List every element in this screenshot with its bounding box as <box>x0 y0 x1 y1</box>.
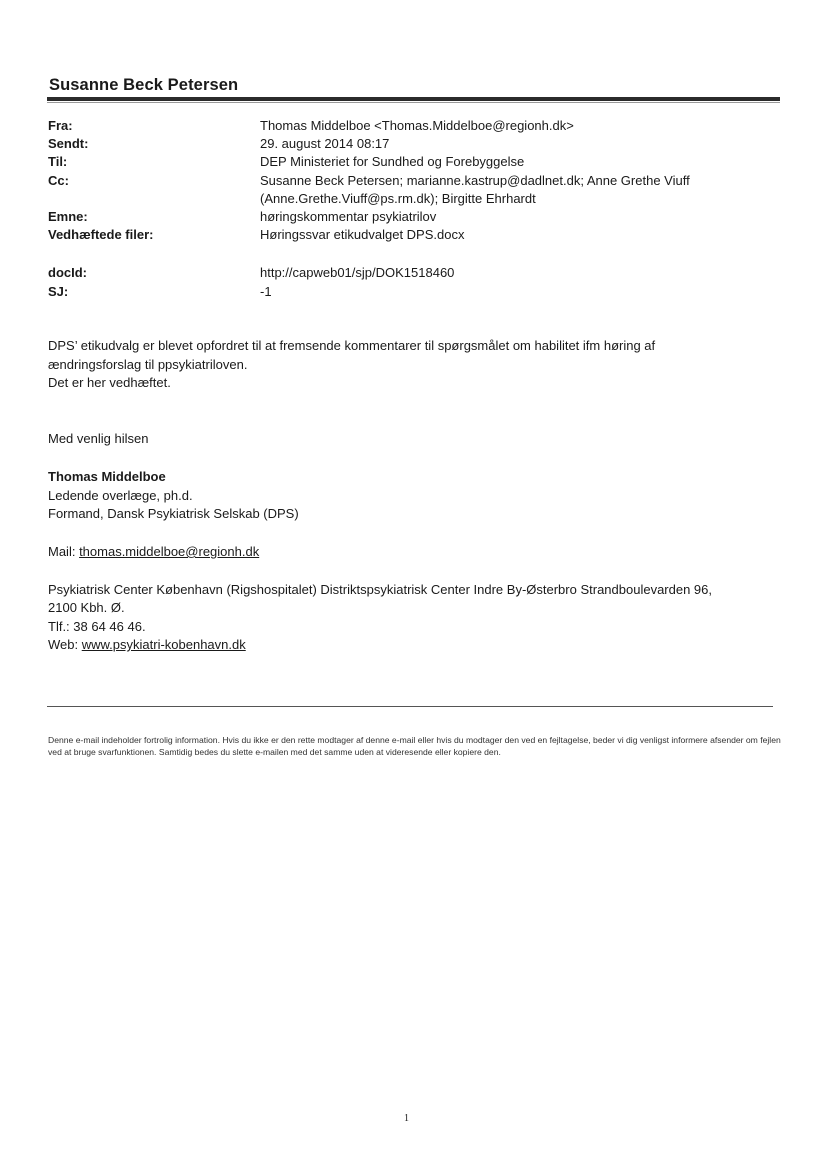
confidentiality-disclaimer: Denne e-mail indeholder fortrolig information. Hvis du ikke er den rette modtager af denne e-mail eller hvis du modtager den ved en fejltagelse, beder vi dig venligst informere afsender om fejlen ved at bruge svarfunktionen. Samtidig bedes du slette e-mailen med det samme uden at videresende eller kopiere den. <box>48 735 781 757</box>
attachments-value: Høringssvar etikudvalget DPS.docx <box>260 227 465 242</box>
mail-link[interactable]: thomas.middelboe@regionh.dk <box>79 544 260 559</box>
from-label: Fra: <box>48 118 73 133</box>
header-divider <box>47 97 780 101</box>
page-number: 1 <box>404 1113 409 1124</box>
to-value: DEP Ministeriet for Sundhed og Forebyggelse <box>260 154 525 169</box>
body-paragraph-line3: Det er her vedhæftet. <box>48 375 171 390</box>
document-owner-name: Susanne Beck Petersen <box>49 76 239 94</box>
attachments-label: Vedhæftede filer: <box>48 227 154 242</box>
body-paragraph-line1: DPS’ etikudvalg er blevet opfordret til at fremsende kommentarer til spørgsmålet om habilitet ifm høring af <box>48 338 656 353</box>
sent-label: Sendt: <box>48 136 89 151</box>
cc-value-line2: (Anne.Grethe.Viuff@ps.rm.dk); Birgitte Ehrhardt <box>260 191 536 206</box>
sj-value: -1 <box>260 284 272 299</box>
cc-label: Cc: <box>48 173 69 188</box>
body-paragraph-line2: ændringsforslag til ppsykiatriloven. <box>48 357 248 372</box>
to-label: Til: <box>48 154 68 169</box>
docid-value: http://capweb01/sjp/DOK1518460 <box>260 265 455 280</box>
signature-mail-line <box>48 543 259 562</box>
web-link[interactable]: www.psykiatri-kobenhavn.dk <box>81 637 246 652</box>
subject-label: Emne: <box>48 209 88 224</box>
signature-web-line <box>48 636 246 655</box>
signature-name: Thomas Middelboe <box>48 469 166 484</box>
greeting: Med venlig hilsen <box>48 431 149 446</box>
signature-title: Ledende overlæge, ph.d. <box>48 488 193 503</box>
cc-value-line1: Susanne Beck Petersen; marianne.kastrup@dadlnet.dk; Anne Grethe Viuff <box>260 173 690 188</box>
signature-address-line1: Psykiatrisk Center København (Rigshospitalet) Distriktspsykiatrisk Center Indre By-Østerbro Strandboulevarden 96, <box>48 582 712 597</box>
docid-label: docId: <box>48 265 87 280</box>
mail-label: Mail: <box>48 544 80 559</box>
from-value: Thomas Middelboe <Thomas.Middelboe@regionh.dk> <box>260 118 574 133</box>
subject-value: høringskommentar psykiatrilov <box>260 209 437 224</box>
signature-role: Formand, Dansk Psykiatrisk Selskab (DPS) <box>48 506 299 521</box>
signature-phone: Tlf.: 38 64 46 46. <box>48 619 146 634</box>
signature-address-line2: 2100 Kbh. Ø. <box>48 600 125 615</box>
web-label: Web: <box>48 637 82 652</box>
sent-value: 29. august 2014 08:17 <box>260 136 390 151</box>
footer-divider <box>47 706 773 707</box>
header-divider-thin <box>47 102 780 103</box>
sj-label: SJ: <box>48 284 69 299</box>
